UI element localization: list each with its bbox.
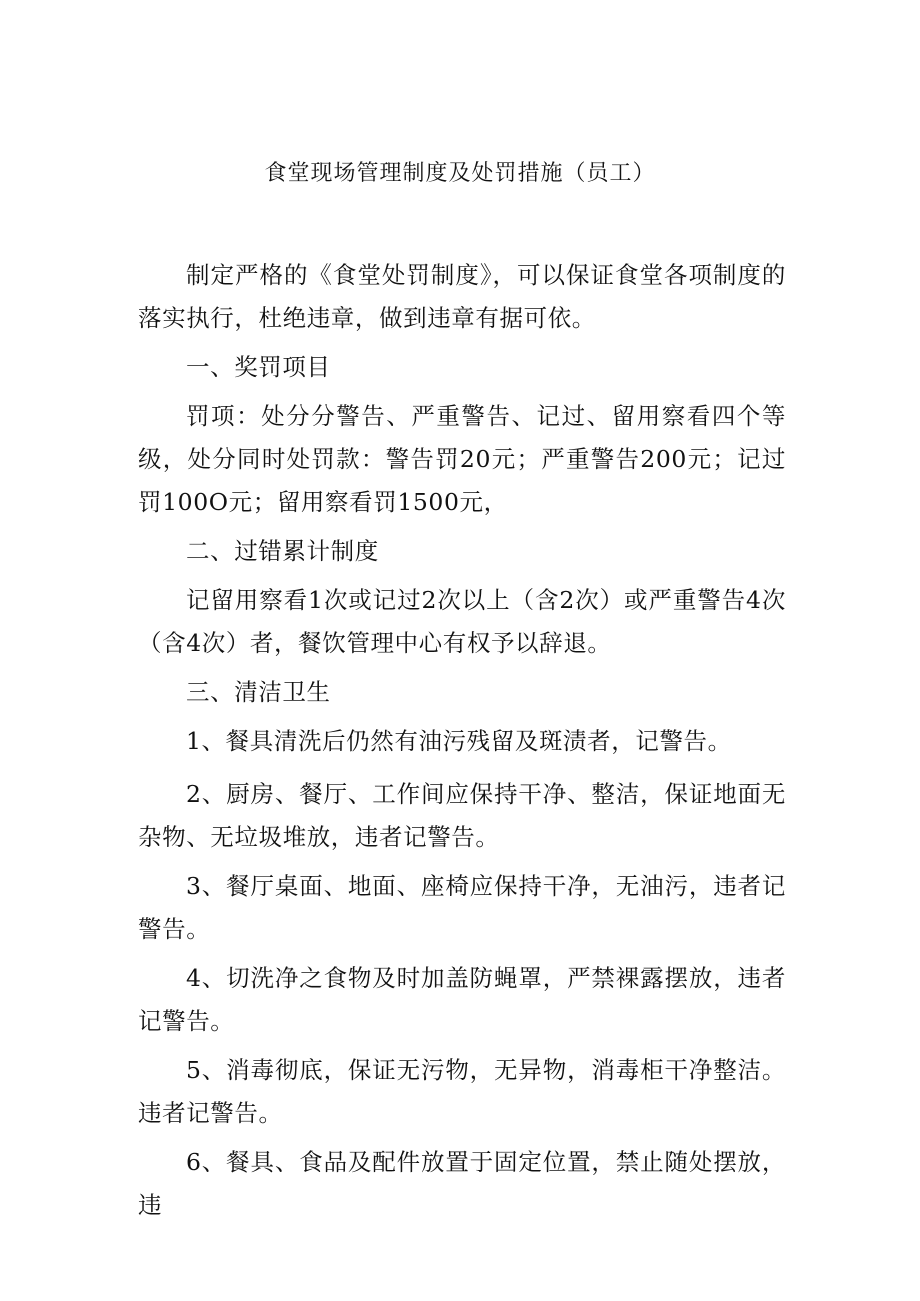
- document-title: 食堂现场管理制度及处罚措施（员工）: [264, 161, 656, 186]
- rule-item-1: 1、餐具清洗后仍然有油污残留及斑渍者，记警告。: [186, 727, 732, 755]
- rule-item-3: 3、餐厅桌面、地面、座椅应保持干净，无油污，违者记警告。: [138, 872, 786, 943]
- penalty-levels-paragraph: 罚项：处分分警告、严重警告、记过、留用察看四个等级，处分同时处罚款：警告罚20元；严重警告200元；记过罚100O元；留用察看罚1500元，: [138, 402, 786, 516]
- intro-paragraph: 制定严格的《食堂处罚制度》，可以保证食堂各项制度的落实执行，杜绝违章，做到违章有据可依。: [138, 261, 786, 332]
- cumulative-faults-paragraph: 记留用察看1次或记过2次以上（含2次）或严重警告4次（含4次）者，餐饮管理中心有权予以辞退。: [138, 586, 786, 657]
- section-heading-rewards-penalties: 一、奖罚项目: [186, 353, 331, 381]
- rule-item-4: 4、切洗净之食物及时加盖防蝇罩，严禁裸露摆放，违者记警告。: [138, 964, 786, 1035]
- rule-item-2: 2、厨房、餐厅、工作间应保持干净、整洁，保证地面无杂物、无垃圾堆放，违者记警告。: [138, 780, 786, 851]
- section-heading-cleaning-hygiene: 三、清洁卫生: [186, 678, 331, 706]
- rule-item-6: 6、餐具、食品及配件放置于固定位置，禁止随处摆放，违: [138, 1148, 786, 1219]
- document-body: [138, 254, 786, 1227]
- rule-item-5: 5、消毒彻底，保证无污物，无异物，消毒柜干净整洁。违者记警告。: [138, 1056, 786, 1127]
- section-heading-cumulative-faults: 二、过错累计制度: [186, 537, 379, 565]
